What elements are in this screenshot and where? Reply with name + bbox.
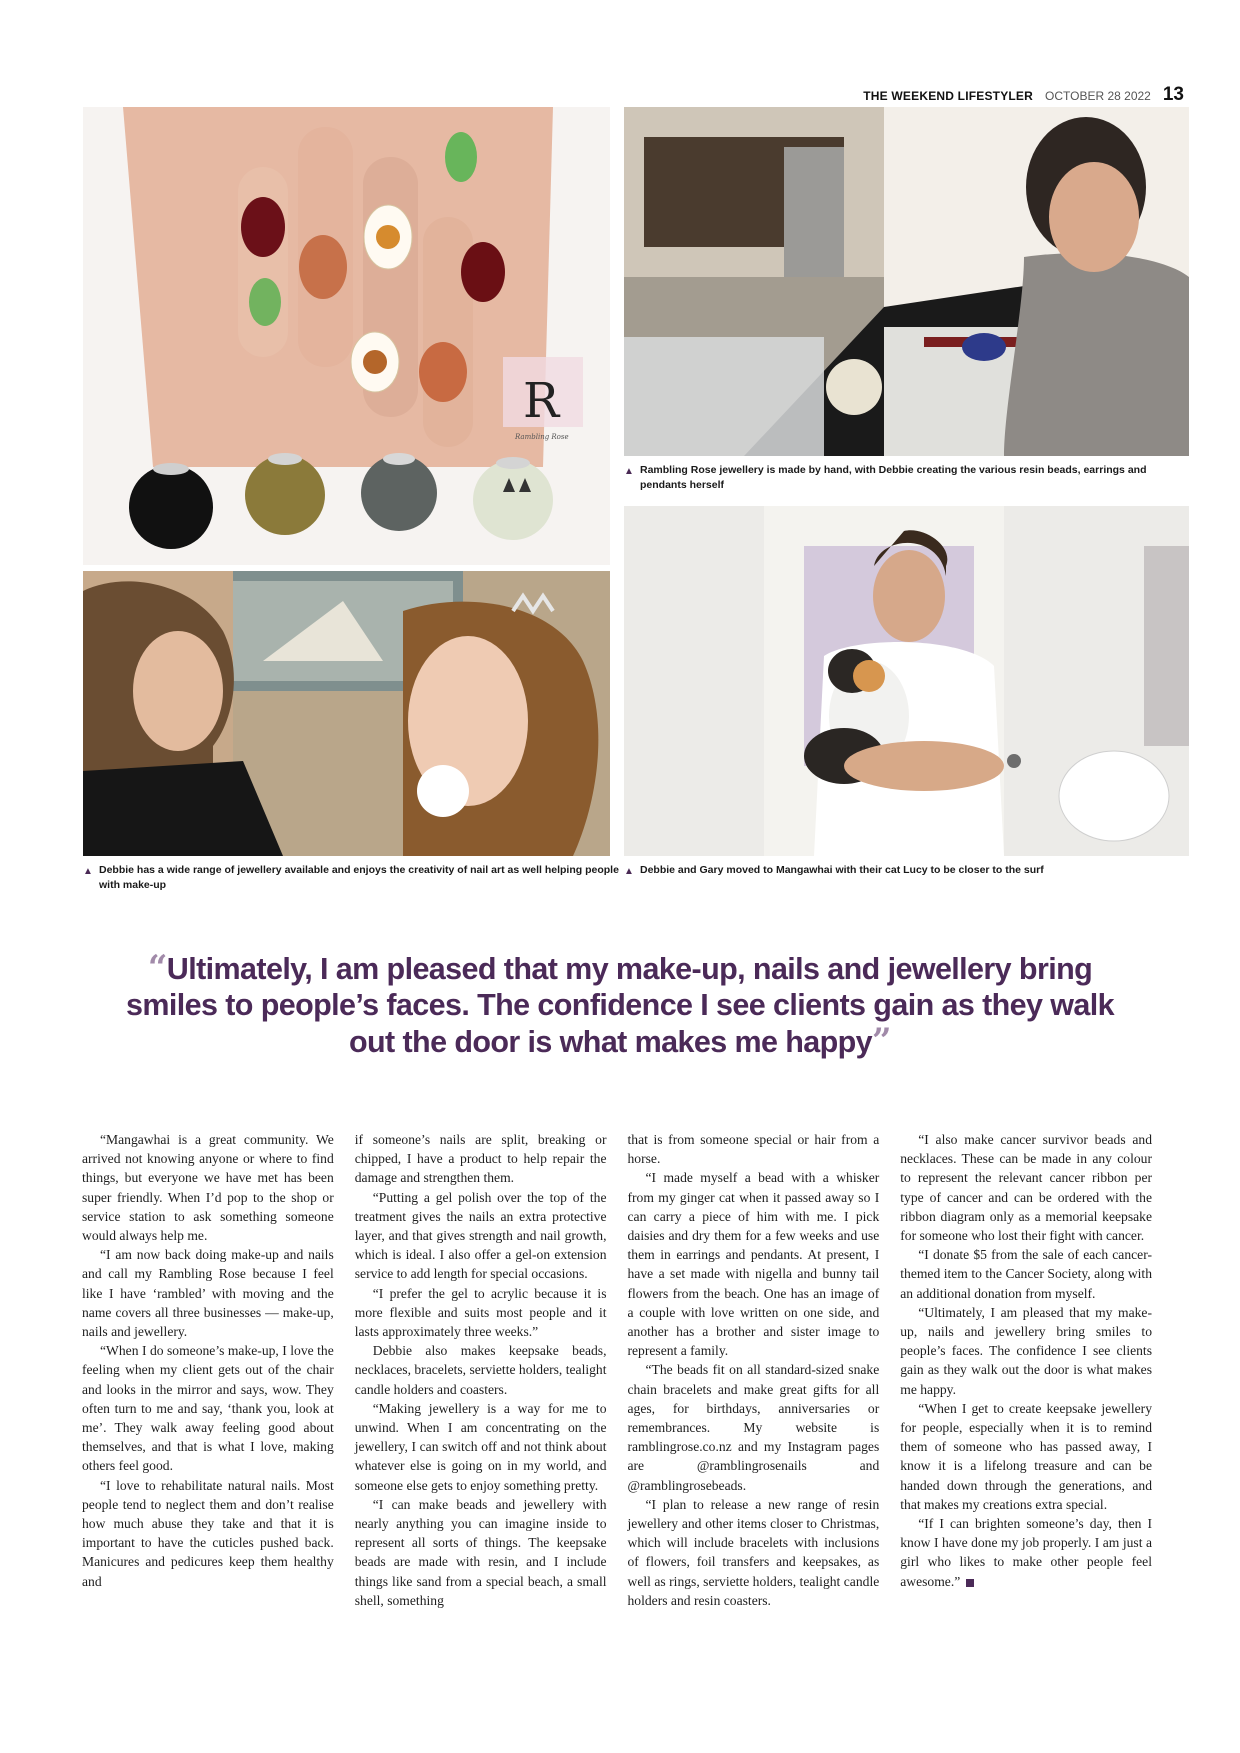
paragraph: “Mangawhai is a great community. We arrived not knowing anyone or where to find things, but everyone we have met has been super friendly. When I’d pop to the shop or service station to ask something someone would always help me. — [82, 1132, 334, 1244]
publication-name: THE WEEKEND LIFESTYLER — [863, 89, 1034, 103]
caption-triangle-icon: ▲ — [624, 866, 634, 877]
paragraph: “When I do someone’s make-up, I love the feeling when my client gets out of the chair and looks in the mirror and says, wow. They often turn to me and say, ‘thank you, look at me’. They walk away feeling good about themselves, and that is what I love, making others feel good. — [82, 1343, 334, 1474]
paragraph: “I also make cancer survivor beads and necklaces. These can be made in any colour to represent the relevant cancer ribbon per type of cancer and can be ordered with the ribbon diagram only as a memorial keepsake for someone who lost their fight with cancer. — [900, 1132, 1152, 1244]
article-column-3 — [628, 1130, 880, 1610]
article-column-1 — [82, 1130, 334, 1610]
paragraph: “I plan to release a new range of resin jewellery and other items closer to Christmas, which will include bracelets with inclusions of flowers, foil transfers and keepsakes, as well as rings, serviette holders, tealight candle holders and resin coasters. — [627, 1496, 880, 1608]
paragraph: “I love to rehabilitate natural nails. Most people tend to neglect them and don’t realise how much abuse they take and that it is important to have the cuticles pushed back. Manicures and pedicures keep them healthy and — [82, 1477, 334, 1589]
page-number: 13 — [1162, 84, 1184, 105]
caption-triangle-icon: ▲ — [624, 466, 634, 477]
paragraph: “Ultimately, I am pleased that my make-up, nails and jewellery bring smiles to people’s faces. The confidence I see clients gain as they walk out the door is what makes me happy. — [900, 1304, 1152, 1397]
caption-jewellery — [624, 463, 1160, 493]
article-body — [82, 1130, 1152, 1610]
nails-beads-photo — [83, 107, 610, 565]
paragraph-last — [900, 1514, 1152, 1591]
paragraph: if someone’s nails are split, breaking or chipped, I have a product to help repair the damage and strengthen them. — [354, 1132, 607, 1186]
caption-makeup — [83, 863, 619, 893]
paragraph: Debbie also makes keepsake beads, necklaces, bracelets, serviette holders, tealight candle holders and coasters. — [354, 1343, 607, 1397]
caption-cat-text: Debbie and Gary moved to Mangawhai with their cat Lucy to be closer to the surf — [640, 864, 1044, 876]
paragraph: “I am now back doing make-up and nails and call my Rambling Rose because I feel like I have ‘rambled’ with moving and the name covers all three businesses — make-up, nails and jewellery. — [82, 1247, 334, 1340]
paragraph-last-text: “If I can brighten someone’s day, then I know I have done my job properly. I am just a girl who likes to make other people feel awesome.” — [900, 1516, 1152, 1589]
jewellery-making-photo — [624, 107, 1189, 456]
paragraph: “I prefer the gel to acrylic because it is more flexible and suits most people and it lasts approximately three weeks.” — [354, 1285, 607, 1340]
article-column-2 — [355, 1130, 607, 1610]
logo-letter: R — [523, 373, 560, 429]
caption-triangle-icon: ▲ — [83, 866, 93, 877]
paragraph: “I donate $5 from the sale of each cancer-themed item to the Cancer Society, along with an additional donation from myself. — [900, 1247, 1152, 1301]
open-quote-icon: “ — [147, 948, 167, 988]
issue-date: OCTOBER 28 2022 — [1045, 89, 1151, 103]
paragraph: “Putting a gel polish over the top of the treatment gives the nails an extra protective layer, and that gives strength and nail growth, which is ideal. I also offer a gel-on extension service to add length for special occasions. — [354, 1189, 607, 1282]
paragraph: “I made myself a bead with a whisker from my ginger cat when it passed away so I can carry a piece of him with me. I pick daisies and dry them for a few weeks and use them in earrings and pendants. At present, I have a set made with nigella and bunny tail flowers from the beach. One has an image of a couple with love written on one side, and another has a brother and sister image to represent a family. — [627, 1170, 880, 1359]
close-quote-icon: ” — [872, 1021, 891, 1061]
paragraph: “I can make beads and jewellery with nearly anything you can imagine inside to represent all sorts of things. The keepsake beads are made with resin, and I include things like sand from a special beach, a small shell, something — [354, 1496, 607, 1608]
paragraph: “The beads fit on all standard-sized snake chain bracelets and make great gifts for all ages, for birthdays, anniversaries or remembrances. My website is ramblingrose.co.nz and my Instagram pages are @ramblingrosenails and @ramblingrosebeads. — [627, 1362, 880, 1493]
paragraph: “When I get to create keepsake jewellery for people, especially when it is to remind them of someone who has passed away, I know it is a lifelong treasure and can be handed down through the generations, and that makes my creations extra special. — [900, 1400, 1152, 1512]
cat-photo — [624, 506, 1189, 856]
article-column-4 — [900, 1130, 1152, 1610]
pull-quote-text: Ultimately, I am pleased that my make-up, nails and jewellery bring smiles to people’s faces. The confidence I see clients gain as they walk out the door is what makes me happy — [126, 952, 1114, 1059]
caption-cat — [624, 863, 1160, 878]
paragraph: “Making jewellery is a way for me to unwind. When I am concentrating on the jewellery, I can switch off and not think about whatever else is going on in my world, and someone else gets to enjoy something pretty. — [354, 1400, 607, 1493]
logo-script: Rambling Rose — [515, 433, 569, 441]
page-header — [863, 84, 1184, 106]
end-mark-icon — [966, 1579, 974, 1587]
makeup-photo — [83, 571, 610, 856]
paragraph: that is from someone special or hair from a horse. — [627, 1132, 880, 1167]
caption-makeup-text: Debbie has a wide range of jewellery available and enjoys the creativity of nail art as well helping people with make-up — [99, 864, 619, 891]
pull-quote — [120, 950, 1120, 1060]
caption-jewellery-text: Rambling Rose jewellery is made by hand, with Debbie creating the various resin beads, earrings and pendants herself — [640, 464, 1147, 491]
